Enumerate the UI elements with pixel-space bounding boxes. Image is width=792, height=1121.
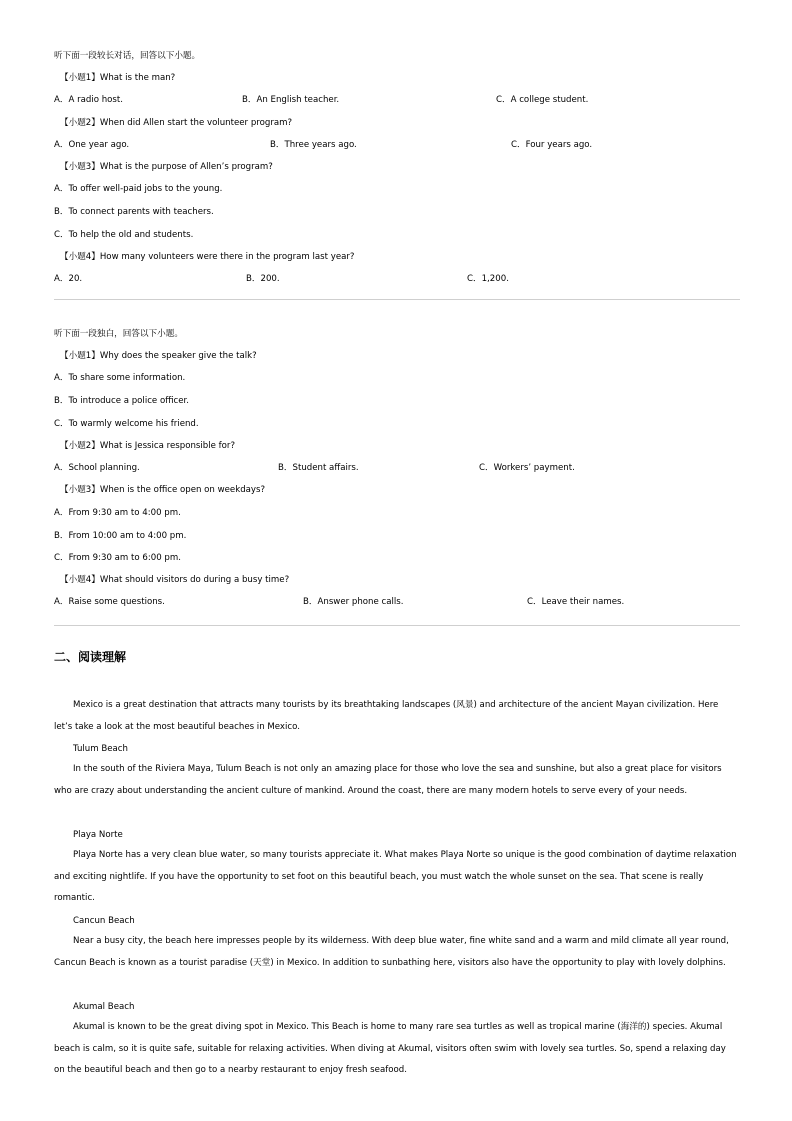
s2-q1-stem: 【小题1】Why does the speaker give the talk?: [60, 351, 257, 361]
s2-q4-option-a[interactable]: A．Raise some questions.: [54, 597, 165, 607]
s2-q4-stem: 【小题4】What should visitors do during a busy time?: [60, 575, 290, 585]
s2-q3-option-c[interactable]: C．From 9:30 am to 6:00 pm.: [54, 553, 181, 563]
s2-q1-option-c[interactable]: C．To warmly welcome his friend.: [54, 419, 199, 429]
beach-title: Akumal Beach: [73, 1002, 135, 1012]
section1-intro: 听下面一段较长对话，回答以下小题。: [54, 51, 201, 61]
s2-q2-stem: 【小题2】What is Jessica responsible for?: [60, 441, 236, 451]
beach-title: Cancun Beach: [73, 916, 135, 926]
s1-q2-stem: 【小题2】When did Allen start the volunteer program?: [60, 118, 293, 128]
s1-q3-stem: 【小题3】What is the purpose of Allen’s program?: [60, 162, 273, 172]
beach-title: Playa Norte: [73, 830, 123, 840]
s2-q3-option-b[interactable]: B．From 10:00 am to 4:00 pm.: [54, 531, 187, 541]
s1-q3-option-c[interactable]: C．To help the old and students.: [54, 230, 194, 240]
divider: [54, 299, 740, 300]
section2-intro: 听下面一段独白，回答以下小题。: [54, 329, 183, 339]
s2-q2-option-b[interactable]: B．Student affairs.: [278, 463, 359, 473]
s2-q3-option-a[interactable]: A．From 9:30 am to 4:00 pm.: [54, 508, 181, 518]
s1-q2-option-b[interactable]: B．Three years ago.: [270, 140, 357, 150]
s1-q4-option-c[interactable]: C．1,200.: [467, 274, 509, 284]
s2-q1-option-a[interactable]: A．To share some information.: [54, 373, 186, 383]
s1-q2-option-c[interactable]: C．Four years ago.: [511, 140, 593, 150]
s2-q2-option-a[interactable]: A．School planning.: [54, 463, 140, 473]
s1-q4-option-b[interactable]: B．200.: [246, 274, 280, 284]
beach-paragraph: In the south of the Riviera Maya, Tulum Beach is not only an amazing place for those who love the sea and sunshine, but also a great place for visitors who are crazy about understanding the ancient culture of mankind. Around the coast, there are many modern hotels to serve every of your needs.: [54, 764, 722, 796]
s2-q3-stem: 【小题3】When is the office open on weekdays?: [60, 485, 266, 495]
s1-q1-option-c[interactable]: C．A college student.: [496, 95, 589, 105]
s2-q1-option-b[interactable]: B．To introduce a police officer.: [54, 396, 190, 406]
beach-paragraph: Akumal is known to be the great diving spot in Mexico. This Beach is home to many rare sea turtles as well as tropical marine (海洋的) species. Akumal beach is calm, so it is quite safe, suitable for relaxing activities. When diving at Akumal, visitors often swim with lovely sea turtles. So, spend a relaxing day on the beautiful beach and then go to a nearby restaurant to enjoy fresh seafood.: [54, 1022, 726, 1076]
s2-q2-option-c[interactable]: C．Workers’ payment.: [479, 463, 575, 473]
s1-q1-option-a[interactable]: A．A radio host.: [54, 95, 123, 105]
s1-q1-stem: 【小题1】What is the man?: [60, 73, 176, 83]
s1-q4-stem: 【小题4】How many volunteers were there in the program last year?: [60, 252, 355, 262]
reading-intro-paragraph: Mexico is a great destination that attracts many tourists by its breathtaking landscapes (风景) and architecture of the ancient Mayan civilization. Here let’s take a look at the most beautiful beaches in Mexico.: [54, 700, 719, 732]
reading-heading: 二、阅读理解: [54, 650, 127, 664]
beach-paragraph: Near a busy city, the beach here impresses people by its wilderness. With deep blue water, fine white sand and a warm and mild climate all year round, Cancun Beach is known as a tourist paradise (天堂) in Mexico. In addition to sunbathing here, visitors also have the opportunity to play with lovely dolphins.: [54, 936, 729, 968]
beach-paragraph: Playa Norte has a very clean blue water, so many tourists appreciate it. What makes Playa Norte so unique is the good combination of daytime relaxation and exciting nightlife. If you have the opportunity to set foot on this beautiful beach, you must watch the whole sunset on the sea. That scene is really romantic.: [54, 850, 737, 904]
beach-title: Tulum Beach: [73, 744, 128, 754]
s1-q1-option-b[interactable]: B．An English teacher.: [242, 95, 340, 105]
s2-q4-option-c[interactable]: C．Leave their names.: [527, 597, 625, 607]
s2-q4-option-b[interactable]: B．Answer phone calls.: [303, 597, 404, 607]
divider: [54, 625, 740, 626]
s1-q2-option-a[interactable]: A．One year ago.: [54, 140, 130, 150]
s1-q4-option-a[interactable]: A．20.: [54, 274, 83, 284]
s1-q3-option-a[interactable]: A．To offer well-paid jobs to the young.: [54, 184, 223, 194]
s1-q3-option-b[interactable]: B．To connect parents with teachers.: [54, 207, 214, 217]
